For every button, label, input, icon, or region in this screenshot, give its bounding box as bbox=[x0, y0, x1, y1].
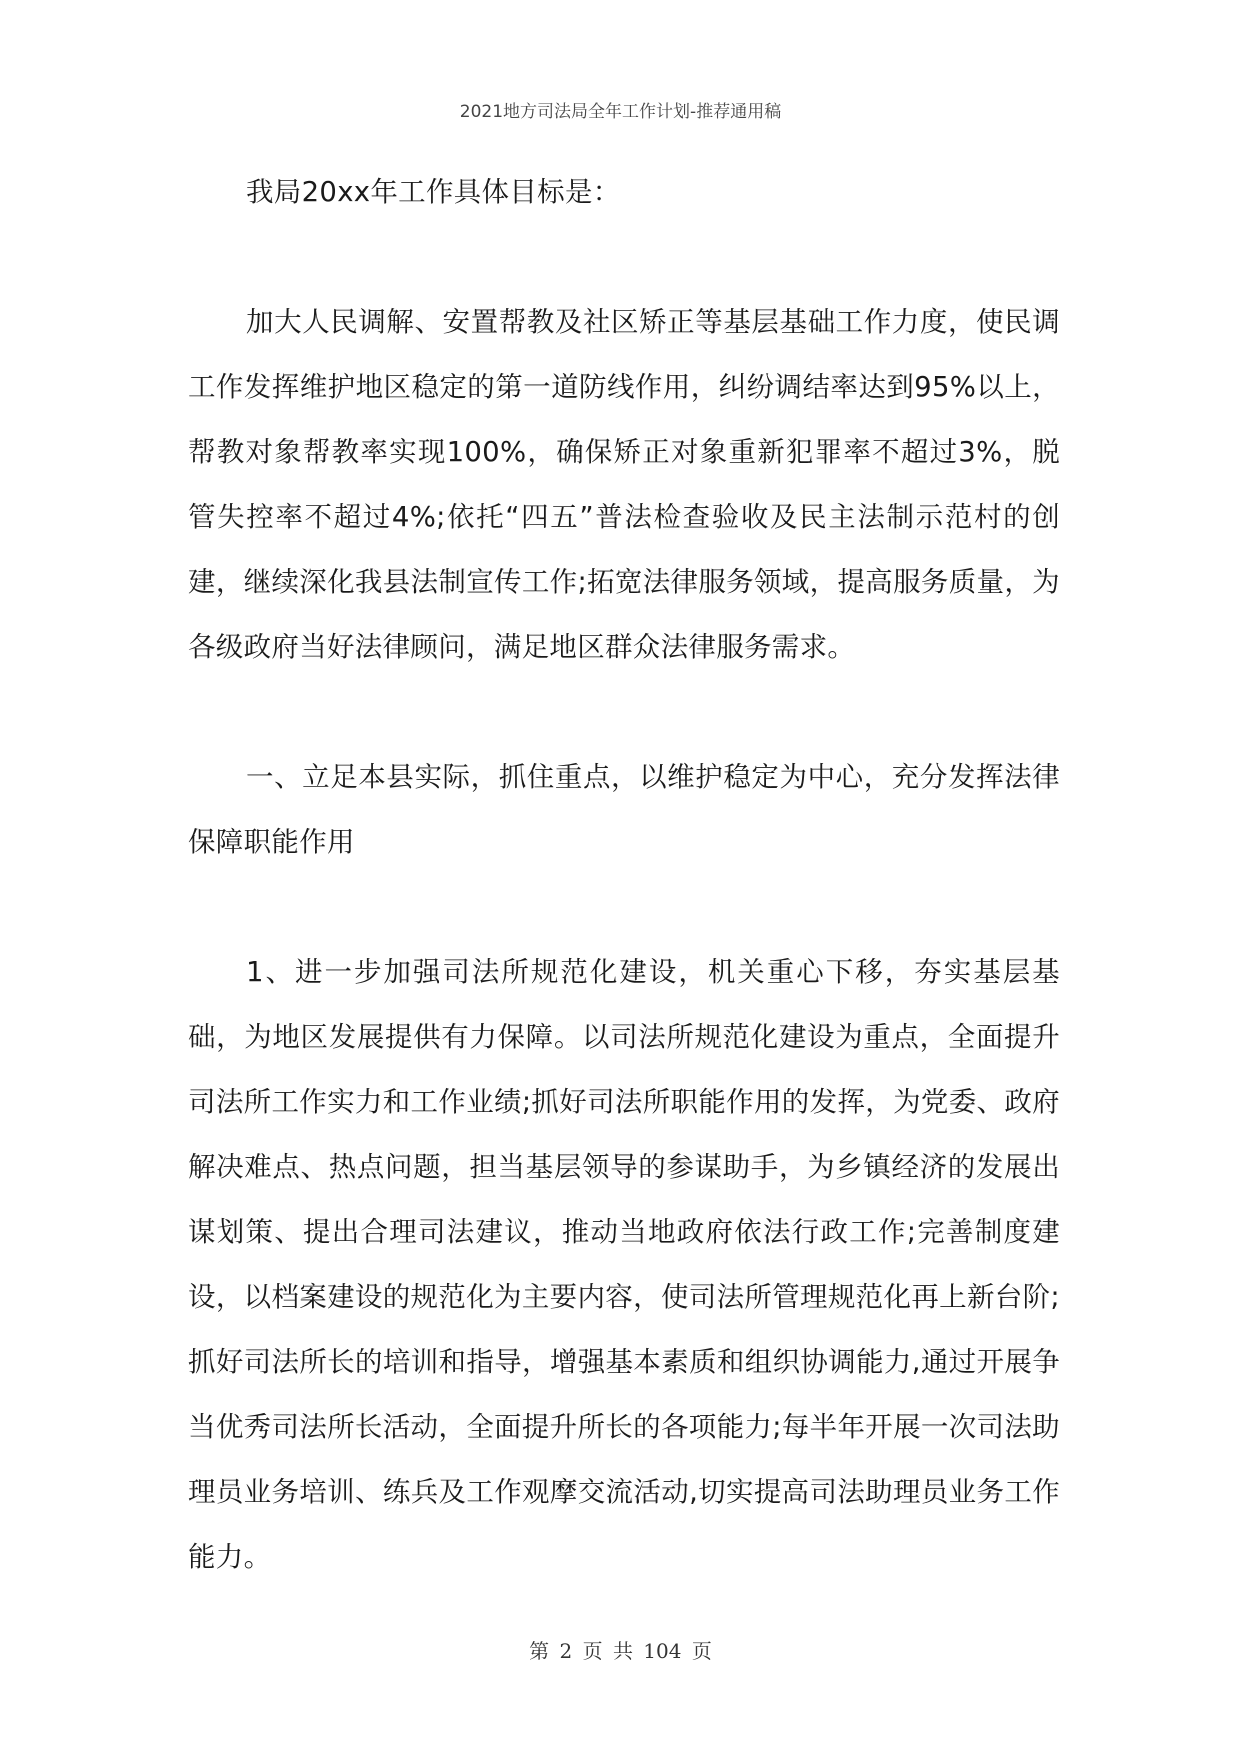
section-heading-1: 一、立足本县实际，抓住重点，以维护稳定为中心，充分发挥法律保障职能作用 bbox=[188, 761, 1060, 858]
paragraph-item-1: 1、进一步加强司法所规范化建设，机关重心下移，夯实基层基础，为地区发展提供有力保障。以司法所规范化建设为重点，全面提升司法所工作实力和工作业绩;抓好司法所职能作用的发挥，为党委、政府解决难点、热点问题，担当基层领导的参谋助手，为乡镇经济的发展出谋划策、提出合理司法建议，推动当地政府依法行政工作;完善制度建设，以档案建设的规范化为主要内容，使司法所管理规范化再上新台阶;抓好司法所长的培训和指导，增强基本素质和组织协调能力,通过开展争当优秀司法所长活动，全面提升所长的各项能力;每半年开展一次司法助理员业务培训、练兵及工作观摩交流活动,切实提高司法助理员业务工作能力。 bbox=[188, 956, 1060, 1573]
paragraph-spacer bbox=[188, 875, 1060, 940]
document-body bbox=[188, 160, 1060, 1590]
paragraph-goals-detail: 加大人民调解、安置帮教及社区矫正等基层基础工作力度，使民调工作发挥维护地区稳定的第一道防线作用，纠纷调结率达到95%以上，帮教对象帮教率实现100%，确保矫正对象重新犯罪率不超过3%，脱管失控率不超过4%;依托“四五”普法检查验收及民主法制示范村的创建，继续深化我县法制宣传工作;拓宽法律服务领域，提高服务质量，为各级政府当好法律顾问，满足地区群众法律服务需求。 bbox=[188, 306, 1060, 663]
page-number: 第 2 页 共 104 页 bbox=[529, 1639, 712, 1663]
page-header: 2021地方司法局全年工作计划-推荐通用稿 bbox=[459, 102, 782, 122]
paragraph-spacer bbox=[188, 680, 1060, 745]
paragraph-goals-intro: 我局20xx年工作具体目标是： bbox=[246, 176, 621, 208]
paragraph-spacer bbox=[188, 225, 1060, 290]
